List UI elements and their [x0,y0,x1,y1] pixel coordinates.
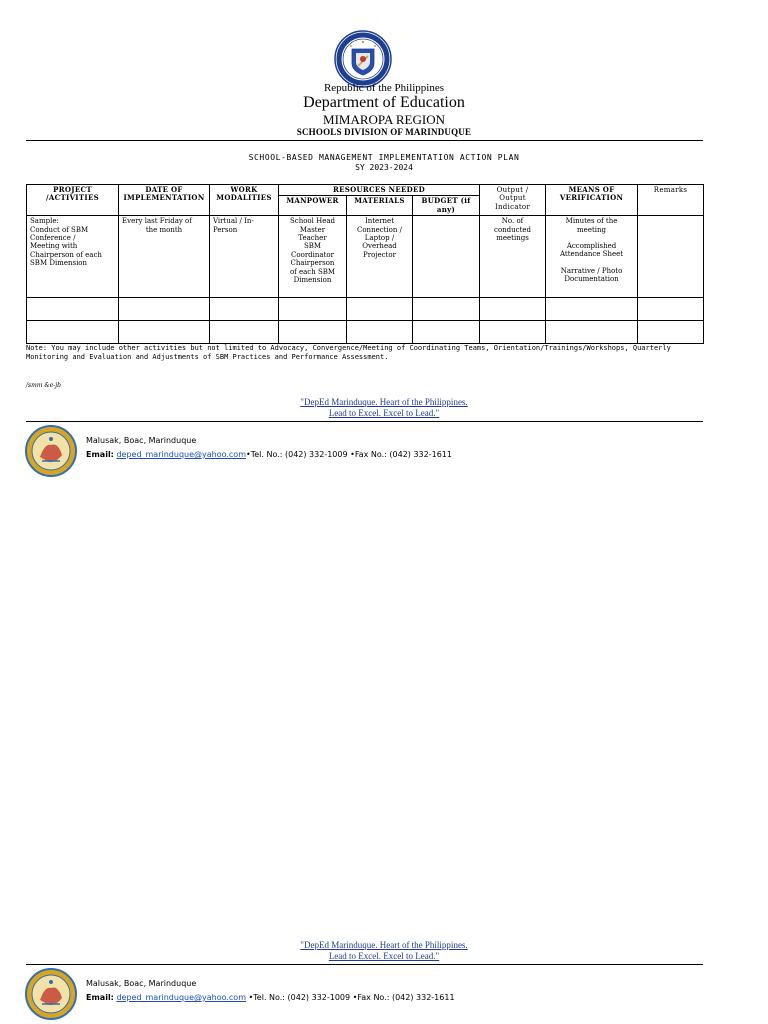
tel-number: •Tel. No.: (042) 332-1009 [246,450,348,459]
header-date: DATE OF IMPLEMENTATION [119,185,210,216]
footer-contact-bottom [86,977,455,1005]
tel-number: •Tel. No.: (042) 332-1009 [248,993,351,1002]
footer-contact [86,434,452,462]
header-means-of-verification: MEANS OF VERIFICATION [546,185,638,216]
header-work-modalities: WORK MODALITIES [210,185,279,216]
header-divider [26,140,703,141]
division-name: SCHOOLS DIVISION OF MARINDUQUE [296,127,472,137]
plan-title: SCHOOL-BASED MANAGEMENT IMPLEMENTATION ACTION PLAN [248,153,520,162]
table-header-row [27,185,704,196]
cell-date: Every last Friday of the month [119,216,210,298]
region-name: MIMAROPA REGION [323,112,445,127]
header-output: Output / Output Indicator [480,185,546,216]
header-remarks: Remarks [638,185,704,216]
initials: /smm &e-jb [26,382,62,389]
division-seal-icon [25,425,77,477]
email-link[interactable]: deped_marinduque@yahoo.com [116,993,246,1002]
plan-school-year: SY 2023-2024 [355,163,413,172]
motto: "DepEd Marinduque. Heart of the Philippines. Lead to Excel. Excel to Lead." [300,397,468,418]
header-materials: MATERIALS [347,196,413,216]
header-project: PROJECT /ACTIVITIES [27,185,119,216]
cell-work-modalities: Virtual / In- Person [210,216,279,298]
republic-line: Republic of the Philippines [323,82,445,94]
email-label: Email: [86,993,114,1002]
footer-address: Malusak, Boac, Marinduque [86,979,197,988]
header-manpower: MANPOWER [279,196,347,216]
email-label: Email: [86,450,114,459]
department-name: Department of Education [303,94,465,111]
footer-divider [26,421,703,422]
cell-project: Sample: Conduct of SBM Conference / Meeting with Chairperson of each SBM Dimension [27,216,119,298]
header-resources-needed: RESOURCES NEEDED [279,185,480,196]
cell-budget [413,216,480,298]
table-row [27,298,704,321]
deped-seal-icon [334,30,392,88]
plan-note: Note: You may include other activities but not limited to Advocacy, Convergence/Meeting of Coordinating Teams, Orientation/Trainings/Workshops, Quarterly Monitoring and Evaluation and Adjustments of SBM Practices and Performance Assessment. [26,344,671,361]
email-link[interactable]: deped_marinduque@yahoo.com [116,450,246,459]
header-budget: BUDGET (if any) [413,196,480,216]
action-plan-table [26,184,704,344]
cell-materials: Internet Connection / Laptop / Overhead Projector [347,216,413,298]
cell-remarks [638,216,704,298]
cell-manpower: School Head Master Teacher SBM Coordinator Chairperson of each SBM Dimension [279,216,347,298]
footer-contact-line [86,991,455,1005]
footer-contact-line [86,448,452,462]
footer-divider-bottom [26,964,703,965]
table-row [27,321,704,344]
fax-number: •Fax No.: (042) 332-1611 [350,450,452,459]
cell-output: No. of conducted meetings [480,216,546,298]
cell-means-of-verification: Minutes of the meeting Accomplished Attendance Sheet Narrative / Photo Documentation [546,216,638,298]
footer-address: Malusak, Boac, Marinduque [86,436,197,445]
division-seal-icon [25,968,77,1020]
motto-bottom: "DepEd Marinduque. Heart of the Philippines. Lead to Excel. Excel to Lead." [300,940,468,961]
fax-number: •Fax No.: (042) 332-1611 [352,993,455,1002]
table-row [27,216,704,298]
